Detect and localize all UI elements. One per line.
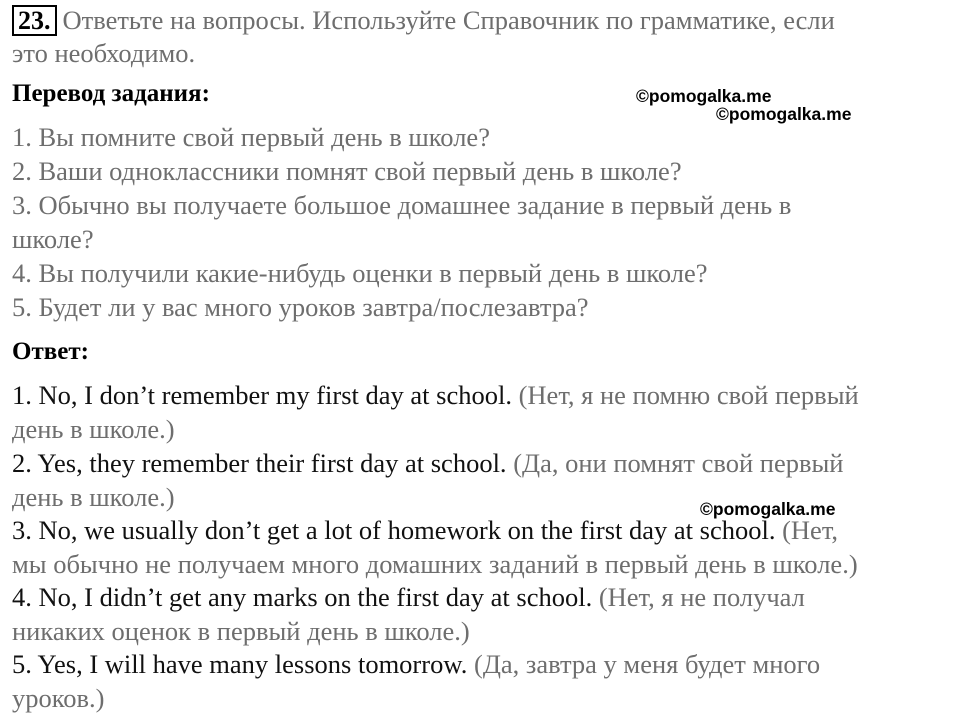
watermark-3: ©pomogalka.me [700,499,836,519]
task-instruction [12,3,835,37]
answer-english-4: 4. No, I didn’t get any marks on the first day at school. [12,582,593,612]
answer-russian-5b: уроков.) [12,683,105,713]
answer-russian-2a: (Да, они помнят свой первый [506,448,844,478]
translation-heading: Перевод задания: [12,80,210,107]
answer-russian-5a: (Да, завтра у меня будет много [467,649,821,679]
translation-line-1: 1. Вы помните свой первый день в школе? [12,122,490,152]
answer-item-3 [12,513,838,547]
answer-item-5 [12,647,820,681]
answer-english-2: 2. Yes, they remember their first day at school. [12,448,507,478]
translation-line-4: 4. Вы получили какие-нибудь оценки в первый день в школе? [12,258,708,288]
translation-line-3-cont: школе? [12,224,94,254]
watermark-2: ©pomogalka.me [716,104,852,124]
answer-russian-1a: (Нет, я не помню свой первый [511,380,859,410]
answer-english-1: 1. No, I don’t remember my first day at school. [12,380,512,410]
answer-russian-2b: день в школе.) [12,482,175,512]
answer-english-5: 5. Yes, I will have many lessons tomorrow. [12,649,468,679]
answer-russian-4b: никаких оценок в первый день в школе.) [12,616,470,646]
answer-russian-3b: мы обычно не получаем много домашних заданий в первый день в школе.) [12,549,858,579]
task-number: 23. [12,5,57,36]
answer-english-3: 3. No, we usually don’t get a lot of homework on the first day at school. [12,515,776,545]
translation-line-5: 5. Будет ли у вас много уроков завтра/послезавтра? [12,292,589,322]
answer-heading: Ответ: [12,338,89,365]
answer-item-1 [12,378,859,412]
task-instruction-line1: Ответьте на вопросы. Используйте Справочник по грамматике, если [62,5,835,35]
answer-russian-1b: день в школе.) [12,414,175,444]
task-instruction-line2: это необходимо. [12,38,196,68]
translation-line-2: 2. Ваши одноклассники помнят свой первый день в школе? [12,156,682,186]
answer-item-4 [12,580,805,614]
answer-russian-4a: (Нет, я не получал [592,582,805,612]
translation-line-3: 3. Обычно вы получаете большое домашнее задание в первый день в [12,190,792,220]
watermark-1: ©pomogalka.me [636,86,772,106]
answer-russian-3a: (Нет, [775,515,839,545]
answer-item-2 [12,446,843,480]
